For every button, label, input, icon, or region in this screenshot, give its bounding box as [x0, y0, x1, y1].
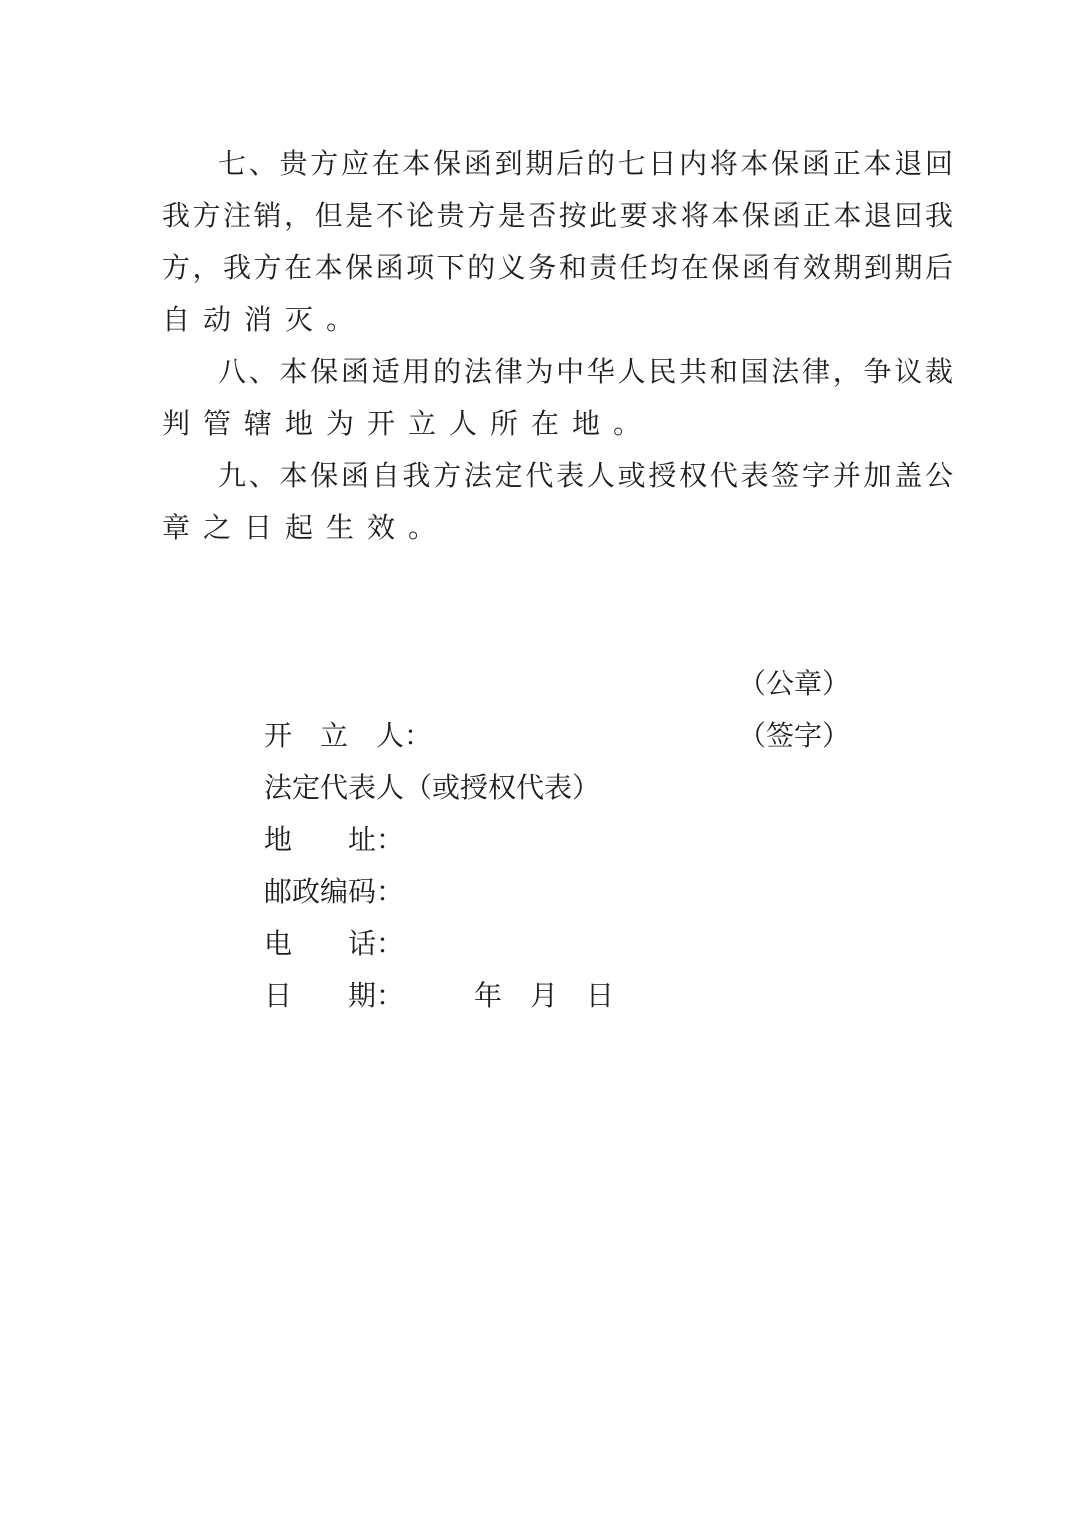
clause-eight — [162, 347, 953, 451]
address-row — [222, 763, 953, 856]
clause-eight-line-2: 判管辖地为开立人所在地。 — [162, 409, 655, 440]
clause-seven — [162, 139, 953, 347]
date-label: 日 期： 年 月 日 — [264, 981, 615, 1012]
phone-row — [222, 867, 953, 960]
address-label: 地 址： — [264, 825, 405, 856]
postal-code-label: 邮政编码： — [264, 877, 405, 908]
representative-label: 法定代表人（或授权代表） — [264, 773, 601, 804]
clause-seven-line-3: 方，我方在本保函项下的义务和责任均在保函有效期到期后 — [162, 253, 953, 284]
clause-nine-line-2: 章之日起生效。 — [162, 513, 450, 544]
representative-row — [222, 711, 953, 804]
phone-label: 电 话： — [264, 929, 405, 960]
clause-seven-line-1: 七、贵方应在本保函到期后的七日内将本保函正本退回 — [218, 149, 953, 180]
issuer-label: 开 立 人： — [264, 721, 433, 752]
clause-eight-line-1: 八、本保函适用的法律为中华人民共和国法律，争议裁 — [218, 357, 953, 388]
clause-seven-line-4: 自动消灭。 — [162, 305, 368, 336]
clause-nine-line-1: 九、本保函自我方法定代表人或授权代表签字并加盖公 — [218, 461, 953, 492]
seal-note: （公章） — [738, 669, 851, 700]
postal-code-row — [222, 815, 953, 908]
clause-nine — [162, 451, 953, 555]
date-row — [222, 919, 953, 1012]
signature-block — [162, 659, 953, 1012]
clause-seven-line-2: 我方注销，但是不论贵方是否按此要求将本保函正本退回我 — [162, 201, 953, 232]
sign-note: （签字） — [738, 721, 851, 752]
